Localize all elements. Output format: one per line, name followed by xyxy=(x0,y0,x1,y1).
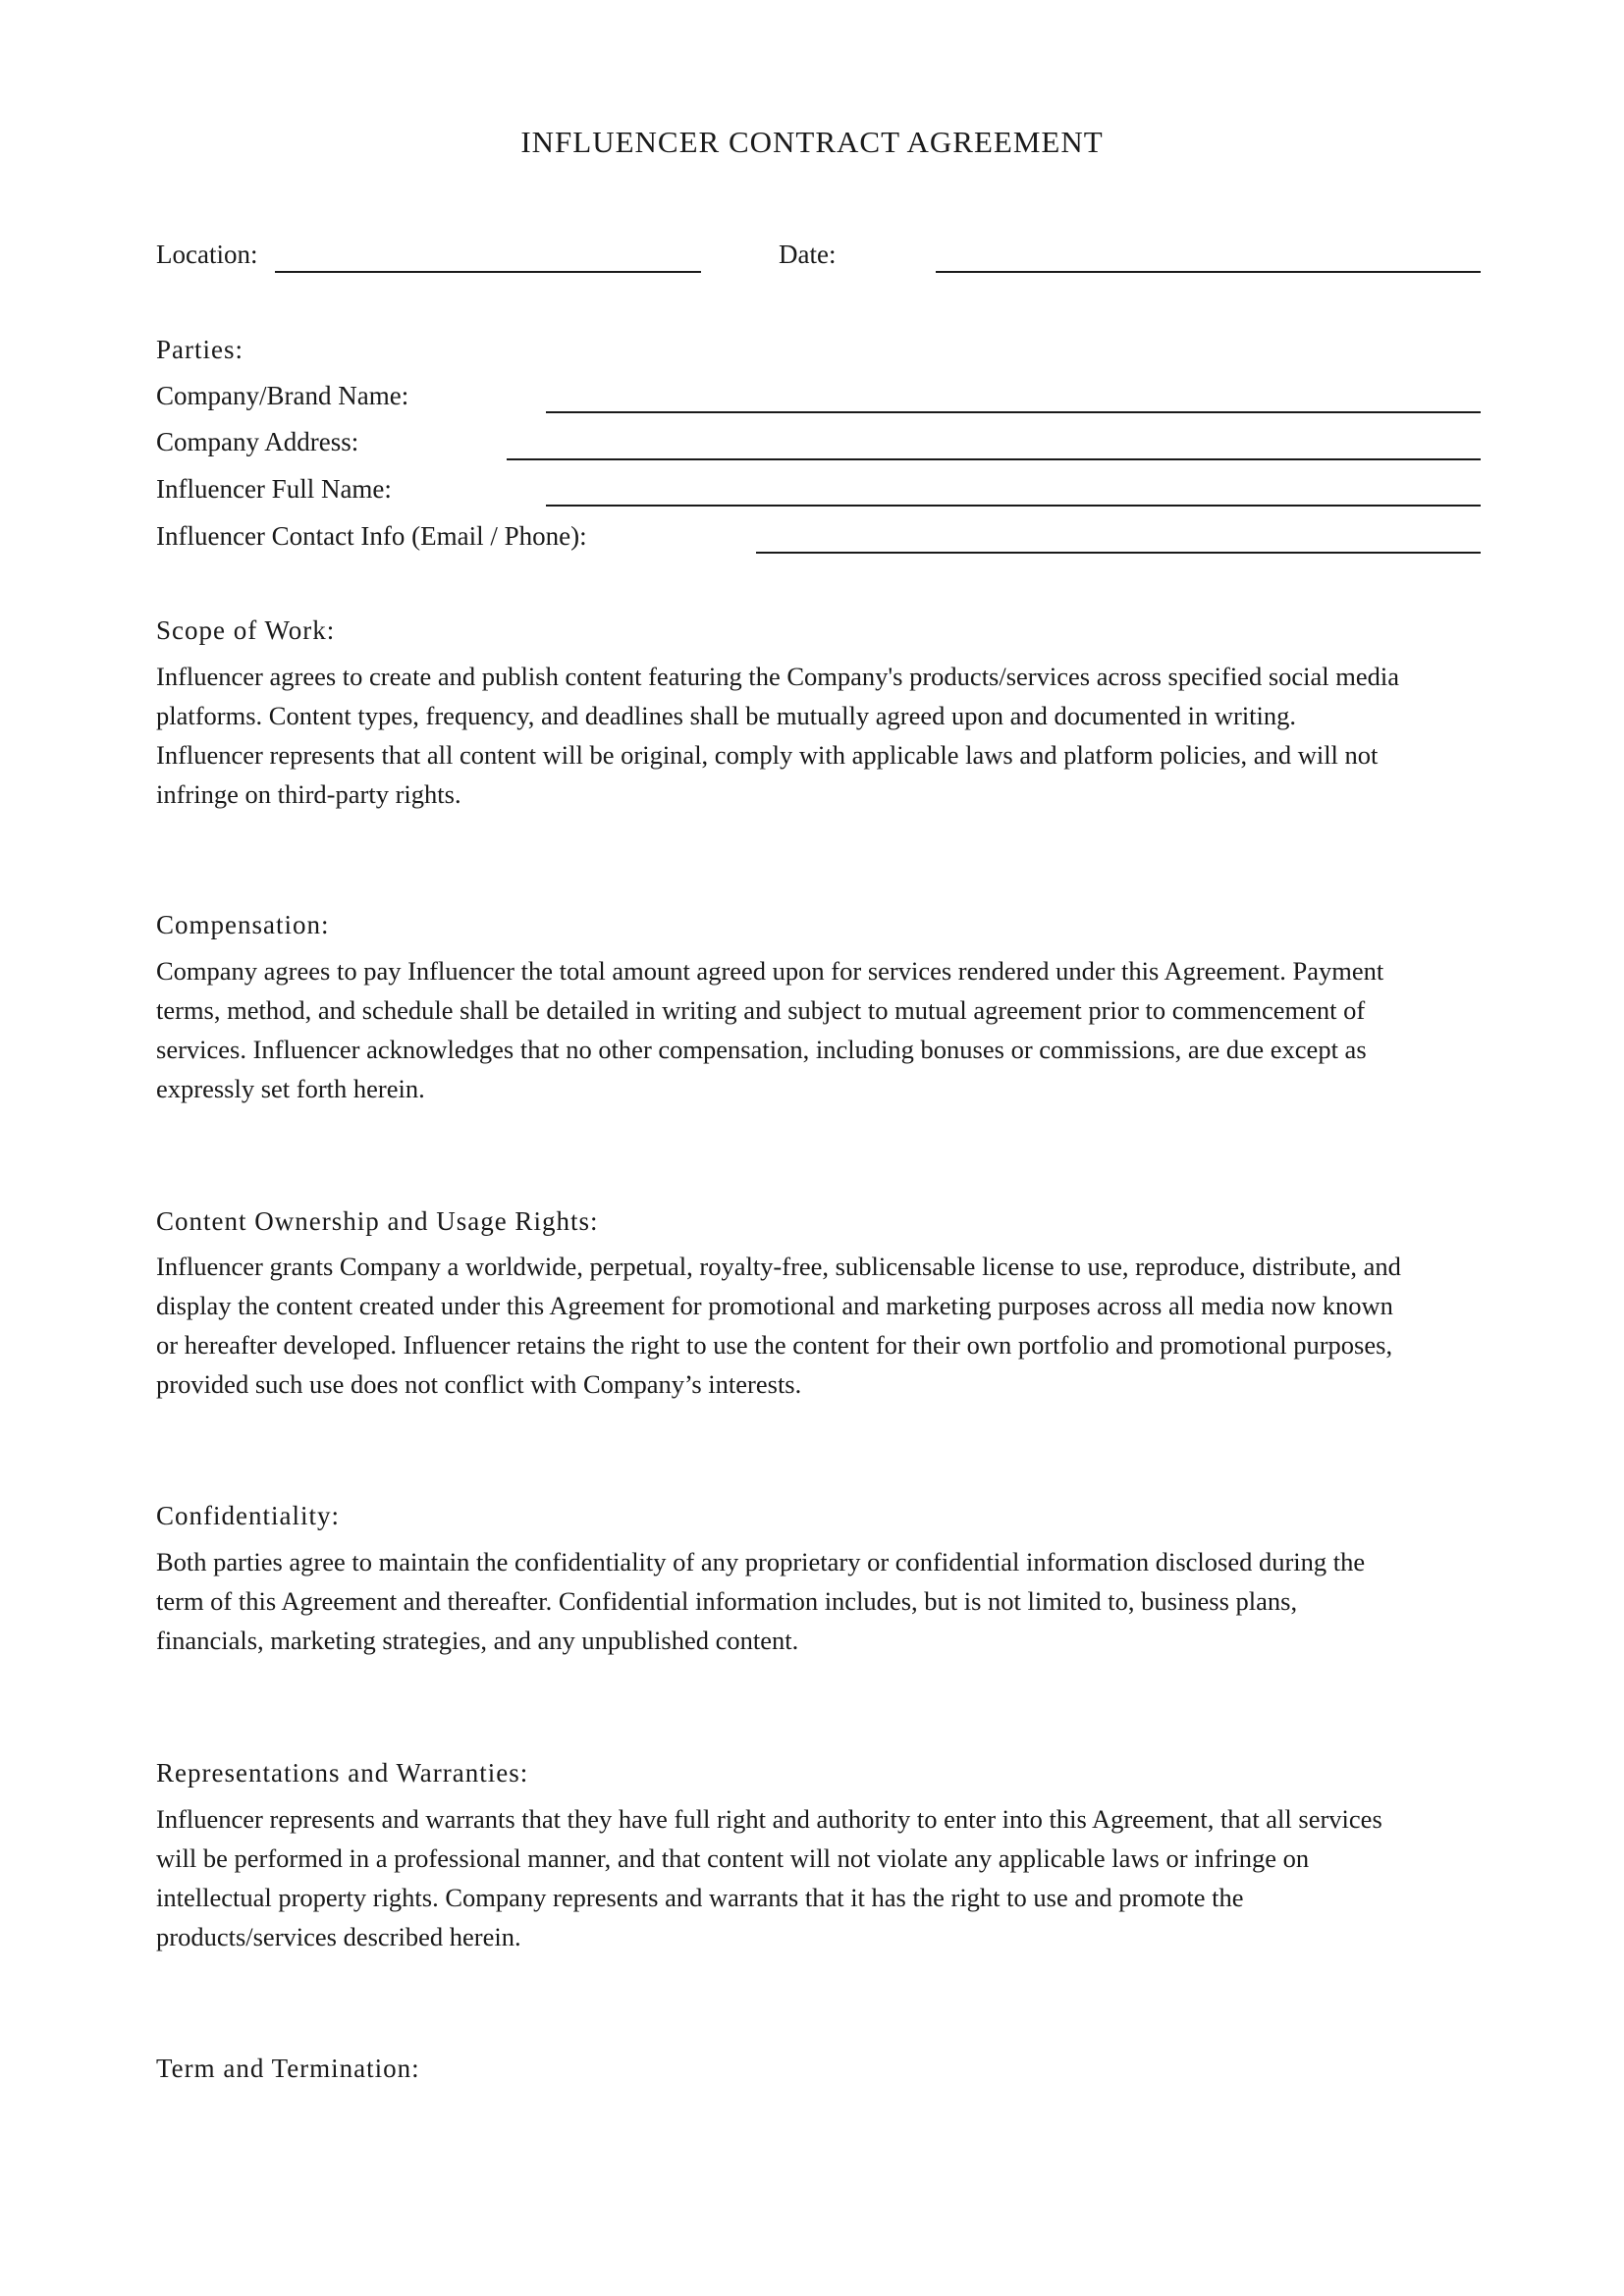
warranties-heading: Representations and Warranties: xyxy=(156,1758,529,1788)
date-label: Date: xyxy=(779,240,837,269)
paragraph-line: display the content created under this Agreement for promotional and marketing purposes across all media now known xyxy=(156,1291,1393,1320)
paragraph-line: will be performed in a professional manner, and that content will not violate any applicable laws or infringe on xyxy=(156,1843,1310,1873)
compensation-heading: Compensation: xyxy=(156,910,330,939)
influencer-name-field[interactable] xyxy=(546,505,1481,507)
parties-heading: Parties: xyxy=(156,335,244,364)
company-name-field[interactable] xyxy=(546,411,1481,413)
paragraph-line: term of this Agreement and thereafter. Confidential information includes, but is not limited to, business plans, xyxy=(156,1586,1298,1616)
paragraph-line: Influencer grants Company a worldwide, perpetual, royalty-free, sublicensable license to use, reproduce, distribute, and xyxy=(156,1252,1401,1281)
paragraph-line: provided such use does not conflict with Company’s interests. xyxy=(156,1369,802,1399)
paragraph-line: Influencer represents that all content will be original, comply with applicable laws and platform policies, and will not xyxy=(156,740,1379,770)
paragraph-line: infringe on third-party rights. xyxy=(156,779,461,809)
confidentiality-heading: Confidentiality: xyxy=(156,1501,340,1530)
document-title: INFLUENCER CONTRACT AGREEMENT xyxy=(520,125,1104,159)
ownership-paragraph xyxy=(156,1247,1482,1404)
paragraph-line: Influencer represents and warrants that they have full right and authority to enter into this Agreement, that all services xyxy=(156,1804,1382,1834)
scope-heading: Scope of Work: xyxy=(156,615,336,645)
paragraph-line: Both parties agree to maintain the confidentiality of any proprietary or confidential information disclosed during the xyxy=(156,1547,1366,1576)
paragraph-line: platforms. Content types, frequency, and deadlines shall be mutually agreed upon and documented in writing. xyxy=(156,701,1297,730)
influencer-name-label: Influencer Full Name: xyxy=(156,474,392,504)
warranties-paragraph xyxy=(156,1799,1482,1956)
location-field[interactable] xyxy=(275,271,701,273)
paragraph-line: services. Influencer acknowledges that no other compensation, including bonuses or commissions, are due except as xyxy=(156,1035,1367,1064)
company-address-label: Company Address: xyxy=(156,427,359,456)
paragraph-line: financials, marketing strategies, and any unpublished content. xyxy=(156,1626,799,1655)
paragraph-line: products/services described herein. xyxy=(156,1922,521,1951)
paragraph-line: terms, method, and schedule shall be detailed in writing and subject to mutual agreement prior to commencement of xyxy=(156,995,1366,1025)
compensation-paragraph xyxy=(156,951,1482,1108)
paragraph-line: Influencer agrees to create and publish content featuring the Company's products/services across specified social media xyxy=(156,662,1400,691)
location-label: Location: xyxy=(156,240,258,269)
company-name-label: Company/Brand Name: xyxy=(156,381,409,410)
paragraph-line: or hereafter developed. Influencer retains the right to use the content for their own portfolio and promotional purposes, xyxy=(156,1330,1393,1360)
date-field[interactable] xyxy=(936,271,1481,273)
scope-paragraph xyxy=(156,657,1482,814)
paragraph-line: intellectual property rights. Company represents and warrants that it has the right to use and promote the xyxy=(156,1883,1244,1912)
confidentiality-paragraph xyxy=(156,1542,1482,1660)
paragraph-line: Company agrees to pay Influencer the total amount agreed upon for services rendered under this Agreement. Payment xyxy=(156,956,1384,986)
paragraph-line: expressly set forth herein. xyxy=(156,1074,425,1103)
influencer-contact-label: Influencer Contact Info (Email / Phone): xyxy=(156,521,587,551)
ownership-heading: Content Ownership and Usage Rights: xyxy=(156,1206,599,1236)
company-address-field[interactable] xyxy=(507,458,1481,460)
termination-heading: Term and Termination: xyxy=(156,2054,420,2083)
influencer-contact-field[interactable] xyxy=(756,552,1481,554)
